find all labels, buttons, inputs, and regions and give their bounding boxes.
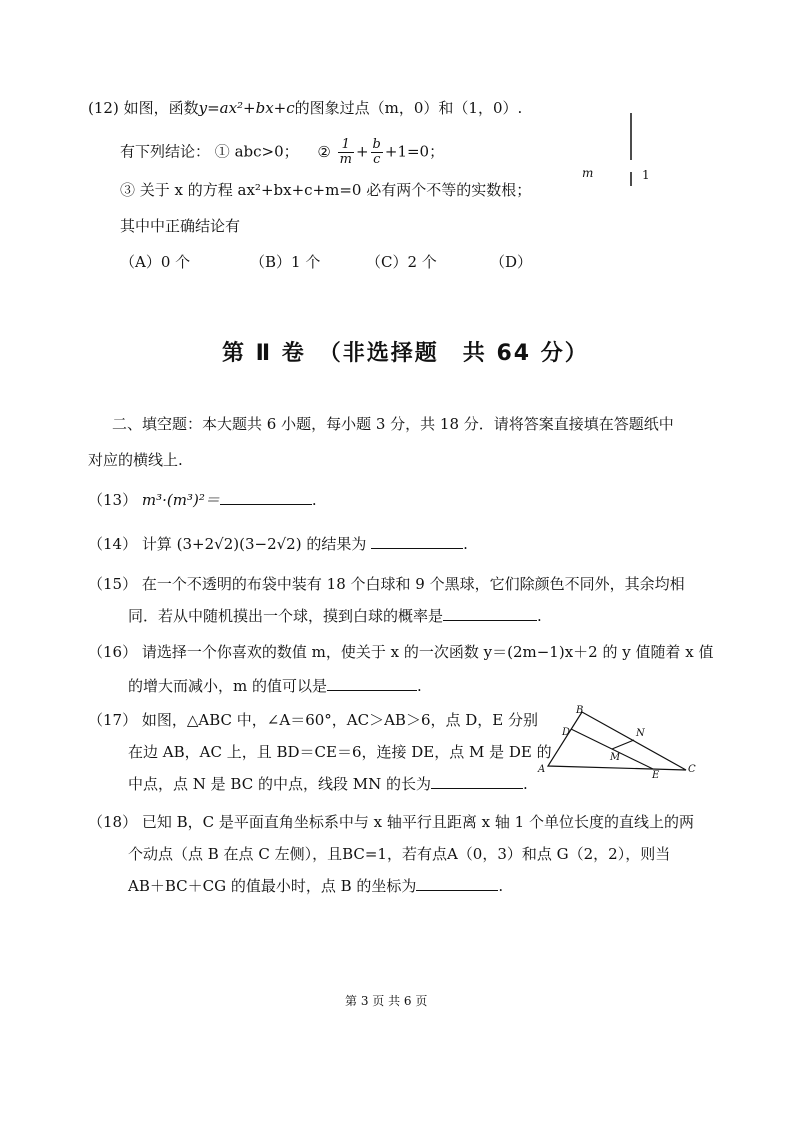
- page-footer: 第 3 页 共 6 页: [345, 994, 428, 1008]
- q12-frac-2-den: c: [373, 152, 381, 167]
- q12-graph-label-1: 1: [642, 168, 650, 182]
- q15-end: .: [537, 607, 542, 625]
- q16-text-line1: 请选择一个你喜欢的数值 m，使关于 x 的一次函数 y＝(2m−1)x＋2 的 y 值随着 x 值: [141, 643, 714, 661]
- q16-text-line2: 的增大而减小，m 的值可以是: [128, 677, 327, 695]
- q13-answer-blank: [220, 490, 312, 505]
- q15-answer-blank: [443, 606, 537, 621]
- q15-line1: [88, 574, 685, 594]
- q12-conclusions-intro: 有下列结论：: [120, 142, 211, 161]
- q17-end: .: [523, 775, 528, 793]
- q18-number: （18）: [88, 813, 138, 831]
- q17-number: （17）: [88, 711, 138, 729]
- q16-answer-blank: [327, 676, 417, 691]
- q18-answer-blank: [416, 876, 498, 891]
- q18-line1: [88, 812, 694, 832]
- q17-triangle-figure: [536, 700, 706, 782]
- q16-end: .: [417, 677, 422, 695]
- q12-function: y=ax²+bx+c: [198, 99, 295, 117]
- q12-conclusion-2-prefix: ②: [317, 142, 331, 161]
- q17-label-m: M: [610, 752, 621, 763]
- q17-answer-blank: [431, 774, 523, 789]
- q12-frac-1-num: 1: [338, 138, 354, 153]
- q12-frac-1: [338, 138, 354, 167]
- q14-answer-blank: [371, 534, 463, 549]
- q17-text-line3: 中点，点 N 是 BC 的中点，线段 MN 的长为: [128, 775, 431, 793]
- q14-number: （14）: [88, 535, 138, 553]
- q13: [88, 490, 317, 510]
- part2-title: 第 Ⅱ 卷 （非选择题 共 64 分）: [222, 341, 589, 366]
- q12-conclusion-2-suffix: +1=0；: [384, 142, 445, 161]
- q18-text-line3: AB＋BC＋CG 的值最小时，点 B 的坐标为: [128, 877, 417, 895]
- q12-conclusion-1: ① abc>0；: [214, 142, 299, 161]
- q15-text-line1: 在一个不透明的布袋中装有 18 个白球和 9 个黑球，它们除颜色不同外，其余均相: [141, 575, 685, 593]
- q17-label-a: A: [538, 764, 546, 775]
- q17-label-e: E: [652, 770, 660, 781]
- q15-number: （15）: [88, 575, 138, 593]
- q17-label-b: B: [576, 705, 584, 716]
- q12-conclusion-3: ③ 关于 x 的方程 ax²+bx+c+m=0 必有两个不等的实数根；: [120, 181, 532, 199]
- q18-line3: [128, 876, 503, 896]
- q12-conclusions-line: 有下列结论： ① abc>0； ② $\frac{1}{m}$ + $\frac{b}{c}$ +1=0；: [120, 137, 445, 167]
- q17-line1: [88, 710, 538, 730]
- q18-text-line1: 已知 B，C 是平面直角坐标系中与 x 轴平行且距离 x 轴 1 个单位长度的直线上的两: [141, 813, 694, 831]
- q16-line2: [128, 676, 422, 696]
- q12-stem-a: 如图，函数: [123, 99, 199, 117]
- q13-number: （13）: [88, 491, 138, 509]
- q13-end: .: [311, 491, 317, 509]
- q14-end: .: [463, 535, 468, 553]
- q17-line2: 在边 AB，AC 上，且 BD＝CE＝6，连接 DE，点 M 是 DE 的: [128, 743, 552, 761]
- section2-instructions-line1: 二、填空题：本大题共 6 小题，每小题 3 分，共 18 分．请将答案直接填在答题纸中: [112, 415, 674, 433]
- q12-graph-fragment: [570, 108, 660, 198]
- q18-line2: 个动点（点 B 在点 C 左侧），且BC=1，若有点A（0，3）和点 G（2，2），则当: [128, 845, 671, 863]
- q15-text-line2: 同．若从中随机摸出一个球，摸到白球的概率是: [128, 607, 444, 625]
- q13-expression: m³·(m³)²＝: [141, 491, 220, 509]
- q12-graph-label-m: m: [582, 166, 594, 180]
- q17-label-d: D: [562, 727, 571, 738]
- q12-frac-2-num: b: [372, 137, 381, 152]
- q16-number: （16）: [88, 643, 138, 661]
- q15-line2: [128, 606, 542, 626]
- section2-instructions-line2: 对应的横线上.: [88, 451, 183, 469]
- q12-option-a: （A）0 个: [120, 253, 191, 271]
- q12-frac-1-den: m: [339, 152, 352, 167]
- q14: [88, 534, 468, 554]
- q14-text: 计算 (3+2√2)(3−2√2) 的结果为: [141, 535, 367, 553]
- q18-end: .: [498, 877, 504, 895]
- q16-line1: [88, 642, 713, 662]
- q12-option-d: （D）: [490, 253, 533, 271]
- q12-option-c: （C）2 个: [366, 253, 437, 271]
- q12-ask: 其中中正确结论有: [120, 217, 241, 235]
- q17-line3: [128, 774, 528, 794]
- q12-option-b: （B）1 个: [250, 253, 321, 271]
- q17-text-line1: 如图，△ABC 中，∠A＝60°，AC＞AB＞6，点 D，E 分别: [141, 711, 538, 729]
- q12-stem: [88, 98, 522, 118]
- q17-label-n: N: [636, 728, 645, 739]
- segment-mn: [612, 740, 634, 749]
- q17-label-c: C: [688, 764, 696, 775]
- q12-number: (12): [88, 99, 119, 117]
- q12-stem-b: 的图象过点（m，0）和（1，0）.: [294, 99, 523, 117]
- q12-frac-2: [371, 138, 383, 167]
